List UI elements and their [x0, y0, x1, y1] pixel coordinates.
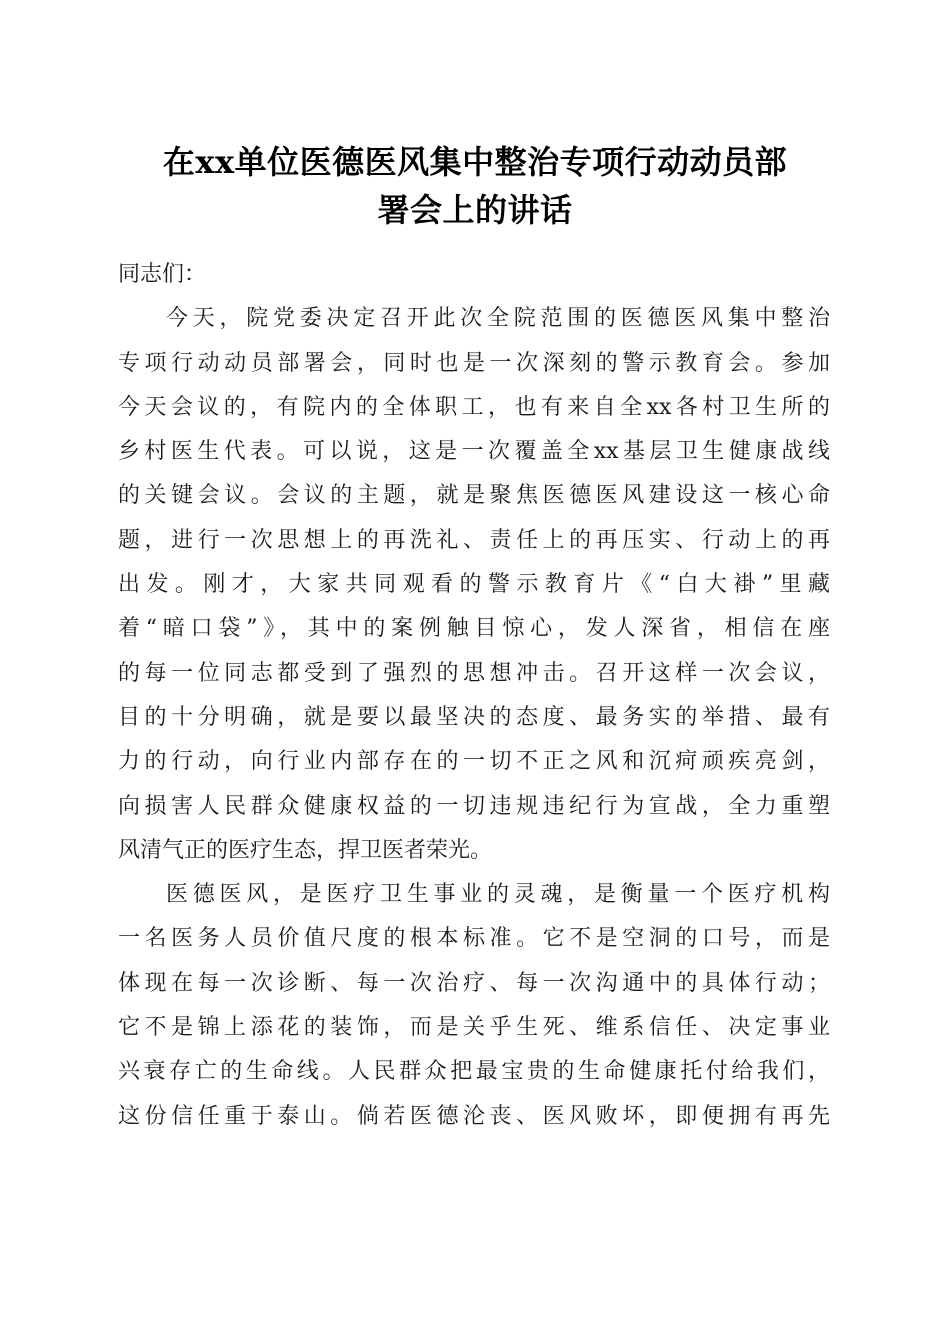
title-line-1: 在xx单位医德医风集中整治专项行动动员部 — [162, 143, 788, 181]
paragraph-line: 医德医风，是医疗卫生事业的灵魂，是衡量一个医疗机构 — [166, 882, 830, 908]
paragraph-line: 着“暗口袋”》，其中的案例触目惊心，发人深省，相信在座 — [118, 616, 830, 642]
paragraph-line: 今天，院党委决定召开此次全院范围的医德医风集中整治 — [166, 306, 830, 332]
paragraph-line: 题，进行一次思想上的再洗礼、责任上的再压实、行动上的再 — [118, 527, 830, 553]
title-line-2: 署会上的讲话 — [377, 191, 573, 229]
paragraph-line: 兴衰存亡的生命线。人民群众把最宝贵的生命健康托付给我们， — [118, 1059, 830, 1085]
paragraph-line: 这份信任重于泰山。倘若医德沦丧、医风败坏，即便拥有再先 — [118, 1103, 830, 1129]
salutation: 同志们： — [118, 262, 207, 287]
paragraph-line: 专项行动动员部署会，同时也是一次深刻的警示教育会。参加 — [118, 350, 830, 376]
document-title — [110, 138, 840, 234]
paragraph-line: 的每一位同志都受到了强烈的思想冲击。召开这样一次会议， — [118, 660, 830, 686]
paragraph-line: 乡村医生代表。可以说，这是一次覆盖全xx基层卫生健康战线 — [118, 439, 830, 465]
paragraph-line: 出发。刚才，大家共同观看的警示教育片《“白大褂”里藏 — [118, 572, 830, 598]
paragraph-line: 力的行动，向行业内部存在的一切不正之风和沉疴顽疾亮剑， — [118, 749, 830, 775]
paragraph-line: 它不是锦上添花的装饰，而是关乎生死、维系信任、决定事业 — [118, 1015, 830, 1041]
paragraph-line: 目的十分明确，就是要以最坚决的态度、最务实的举措、最有 — [118, 704, 830, 730]
paragraph-2 — [118, 873, 830, 1139]
paragraph-line: 体现在每一次诊断、每一次治疗、每一次沟通中的具体行动； — [118, 970, 830, 996]
paragraph-line: 向损害人民群众健康权益的一切违规违纪行为宣战，全力重塑 — [118, 793, 830, 819]
paragraph-line: 的关键会议。会议的主题，就是聚焦医德医风建设这一核心命 — [118, 483, 830, 509]
document-body — [118, 253, 830, 1139]
paragraph-line: 风清气正的医疗生态，捍卫医者荣光。 — [118, 837, 493, 863]
paragraph-line: 今天会议的，有院内的全体职工，也有来自全xx各村卫生所的 — [118, 394, 830, 420]
paragraph-line: 一名医务人员价值尺度的根本标准。它不是空洞的口号，而是 — [118, 926, 830, 952]
paragraph-1 — [118, 297, 830, 873]
